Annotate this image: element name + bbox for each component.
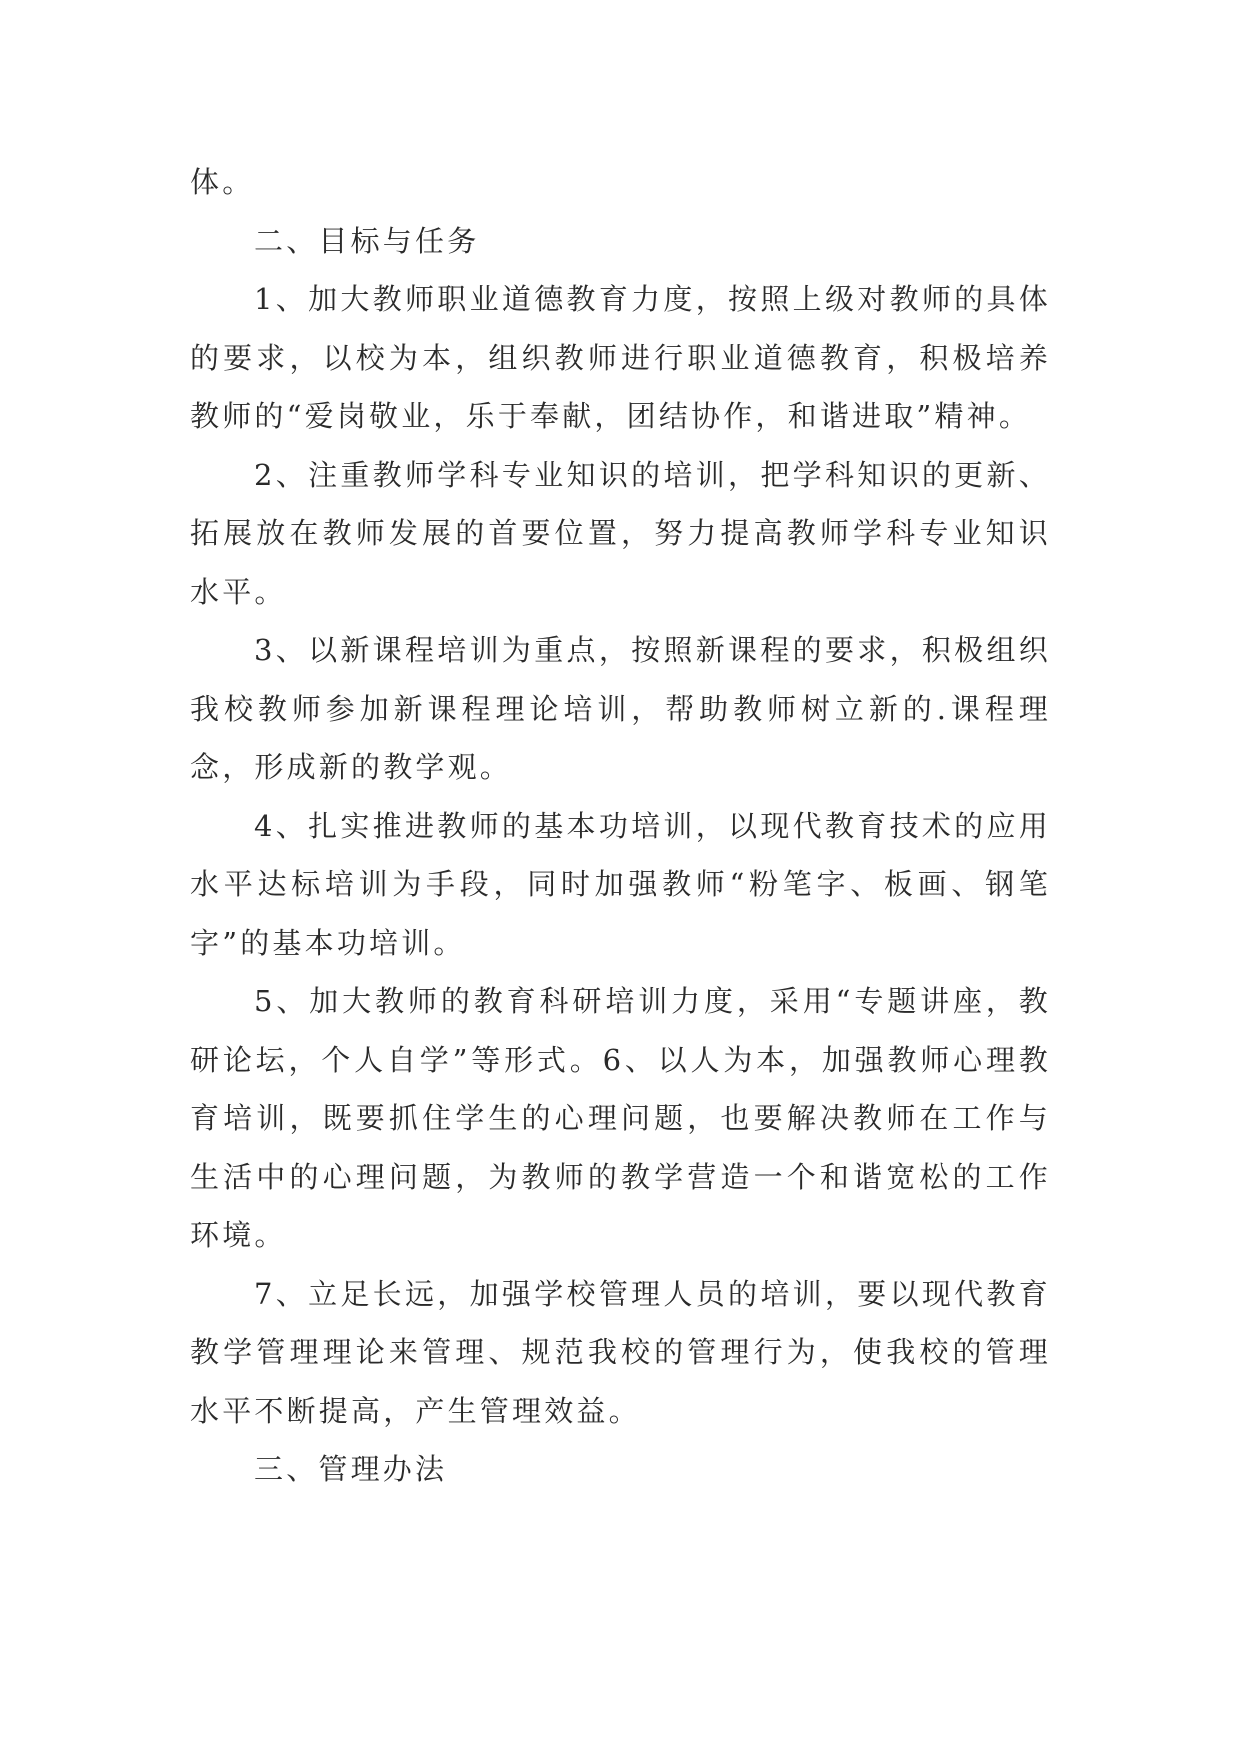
section-heading-management: 三、管理办法 <box>254 1452 448 1486</box>
document-page <box>190 153 1051 1499</box>
paragraph-item-1: 1、加大教师职业道德教育力度，按照上级对教师的具体的要求，以校为本，组织教师进行职业道德教育，积极培养教师的“爱岗敬业，乐于奉献，团结协作，和谐进取”精神。 <box>190 282 1051 433</box>
paragraph-item-3: 3、以新课程培训为重点，按照新课程的要求，积极组织我校教师参加新课程理论培训，帮助教师树立新的.课程理念，形成新的教学观。 <box>190 633 1051 784</box>
section-heading-goals: 二、目标与任务 <box>254 223 480 258</box>
paragraph-item-4: 4、扎实推进教师的基本功培训，以现代教育技术的应用水平达标培训为手段，同时加强教师“粉笔字、板画、钢笔字”的基本功培训。 <box>190 808 1051 960</box>
paragraph-item-5-6: 5、加大教师的教育科研培训力度，采用“专题讲座，教研论坛，个人自学”等形式。6、以人为本，加强教师心理教育培训，既要抓住学生的心理问题，也要解决教师在工作与生活中的心理问题，为教师的教学营造一个和谐宽松的工作环境。 <box>190 984 1051 1252</box>
paragraph-item-7: 7、立足长远，加强学校管理人员的培训，要以现代教育教学管理理论来管理、规范我校的管理行为，使我校的管理水平不断提高，产生管理效益。 <box>190 1276 1051 1428</box>
paragraph-continuation: 体。 <box>190 165 255 199</box>
paragraph-item-2: 2、注重教师学科专业知识的培训，把学科知识的更新、拓展放在教师发展的首要位置，努力提高教师学科专业知识水平。 <box>190 457 1051 609</box>
